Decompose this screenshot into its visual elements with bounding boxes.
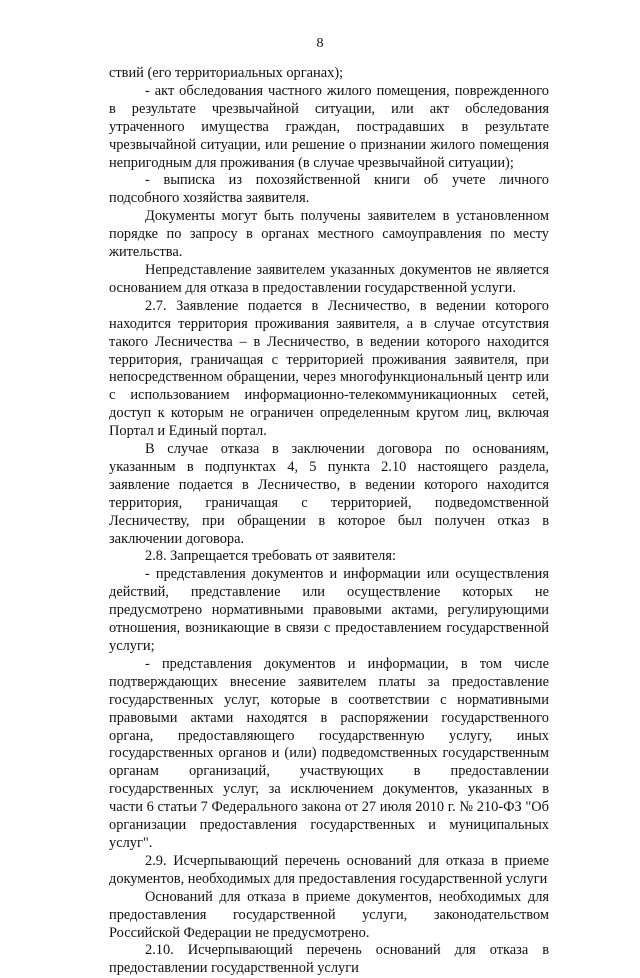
- paragraph-section-2-9: 2.9. Исчерпывающий перечень оснований для отказа в приеме документов, необходимых для предоставления государственной услуги: [109, 852, 549, 887]
- paragraph-refusal-case: В случае отказа в заключении договора по основаниям, указанным в подпунктах 4, 5 пункта 2.10 настоящего раздела, заявление подается в Лесничество, в ведении которого находится территория, граничащая с территорией, подведомственной Лесничеству, при обращении в которое был получен отказ в заключении договора.: [109, 441, 549, 547]
- paragraph-section-2-10: 2.10. Исчерпывающий перечень оснований для отказа в предоставлении государственной услуги: [109, 942, 549, 977]
- paragraph-household-extract: - выписка из похозяйственной книги об учете личного подсобного хозяйства заявителя.: [109, 172, 549, 207]
- paragraph-documents-obtainable: Документы могут быть получены заявителем в установленном порядке по запросу в органах местного самоуправления по месту жительства.: [109, 208, 549, 261]
- paragraph-non-submission: Непредставление заявителем указанных документов не является основанием для отказа в предоставлении государственной услуги.: [109, 261, 549, 296]
- paragraph-section-2-7: 2.7. Заявление подается в Лесничество, в ведении которого находится территория проживания заявителя, а в случае отсутствия такого Лесничества – в Лесничество, в ведении которого находится территория, граничащая с территорией проживания заявителя, при непосредственном обращении, через многофункциональный центр или с использованием информационно-телекоммуникационных сетей, доступ к которым не ограничен определенным кругом лиц, включая Портал и Единый портал.: [109, 297, 549, 440]
- page-number: 8: [316, 36, 324, 51]
- paragraph-continuation: ствий (его территориальных органах);: [109, 65, 344, 81]
- paragraph-no-grounds: Оснований для отказа в приеме документов, необходимых для предоставления государственной услуги, законодательством Российской Федерации не предусмотрено.: [109, 888, 549, 941]
- paragraph-inspection-act: - акт обследования частного жилого помещения, поврежденного в результате чрезвычайной ситуации, или акт обследования утраченного имущества граждан, пострадавших в результате чрезвычайной ситуации, или решение о признании жилого помещения непригодным для проживания (в случае чрезвычайной ситуации);: [109, 82, 549, 171]
- document-body: [109, 65, 549, 978]
- paragraph-prohibition-documents: - представления документов и информации, в том числе подтверждающих внесение заявителем платы за предоставление государственных услуг, которые в соответствии с нормативными правовыми актами находятся в распоряжении государственного органа, предоставляющего государственную услугу, иных государственных органов и (или) подведомственных государственным органам организаций, участвующих в предоставлении государственных услуг, за исключением документов, указанных в части 6 статьи 7 Федерального закона от 27 июля 2010 г. № 210-ФЗ "Об организации предоставления государственных и муниципальных услуг".: [109, 655, 549, 851]
- paragraph-prohibition-actions: - представления документов и информации или осуществления действий, представление или осуществление которых не предусмотрено нормативными правовыми актами, регулирующими отношения, возникающие в связи с предоставлением государственной услуги;: [109, 566, 549, 654]
- paragraph-section-2-8: 2.8. Запрещается требовать от заявителя:: [145, 548, 396, 565]
